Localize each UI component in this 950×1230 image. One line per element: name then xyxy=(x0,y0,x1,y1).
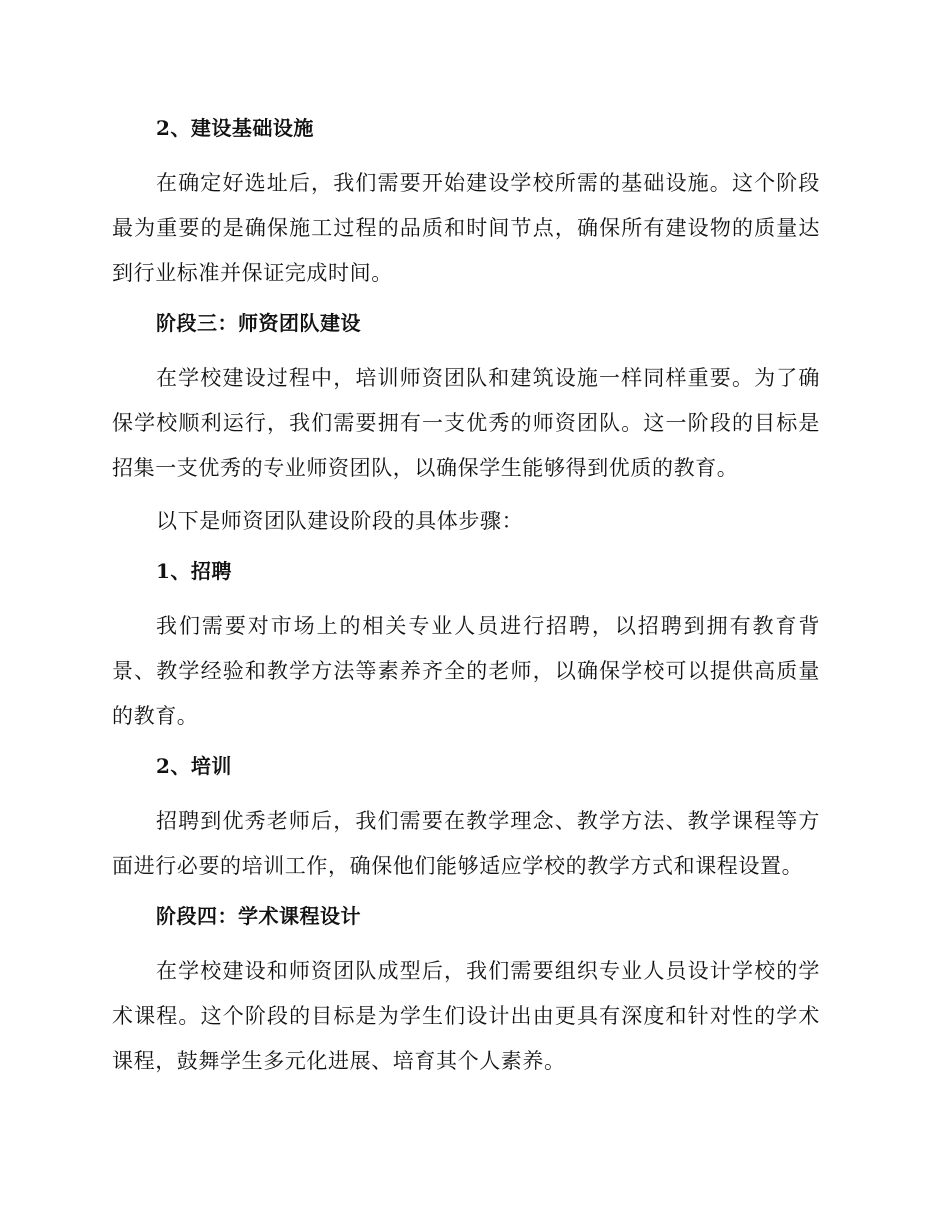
paragraph-infrastructure: 在确定好选址后，我们需要开始建设学校所需的基础设施。这个阶段最为重要的是确保施工过程的品质和时间节点，确保所有建设物的质量达到行业标准并保证完成时间。 xyxy=(112,171,820,285)
paragraph-stage-four: 在学校建设和师资团队成型后，我们需要组织专业人员设计学校的学术课程。这个阶段的目标是为学生们设计出由更具有深度和针对性的学术课程，鼓舞学生多元化进展、培育其个人素养。 xyxy=(112,959,820,1073)
section-heading-stage-four: 阶段四：学术课程设计 xyxy=(156,904,361,928)
paragraph-recruitment: 我们需要对市场上的相关专业人员进行招聘，以招聘到拥有教育背景、教学经验和教学方法等素养齐全的老师，以确保学校可以提供高质量的教育。 xyxy=(112,614,820,728)
section-heading-recruitment: 1、招聘 xyxy=(156,559,232,583)
paragraph-training: 招聘到优秀老师后，我们需要在教学理念、教学方法、教学课程等方面进行必要的培训工作，确保他们能够适应学校的教学方式和课程设置。 xyxy=(112,809,820,878)
paragraph-stage-three-steps: 以下是师资团队建设阶段的具体步骤： xyxy=(156,509,524,533)
section-heading-training: 2、培训 xyxy=(156,754,232,778)
section-heading-stage-three: 阶段三：师资团队建设 xyxy=(156,311,361,335)
paragraph-stage-three-intro: 在学校建设过程中，培训师资团队和建筑设施一样同样重要。为了确保学校顺利运行，我们需要拥有一支优秀的师资团队。这一阶段的目标是招集一支优秀的专业师资团队，以确保学生能够得到优质的教育。 xyxy=(112,366,820,480)
section-heading-infrastructure: 2、建设基础设施 xyxy=(156,116,314,140)
